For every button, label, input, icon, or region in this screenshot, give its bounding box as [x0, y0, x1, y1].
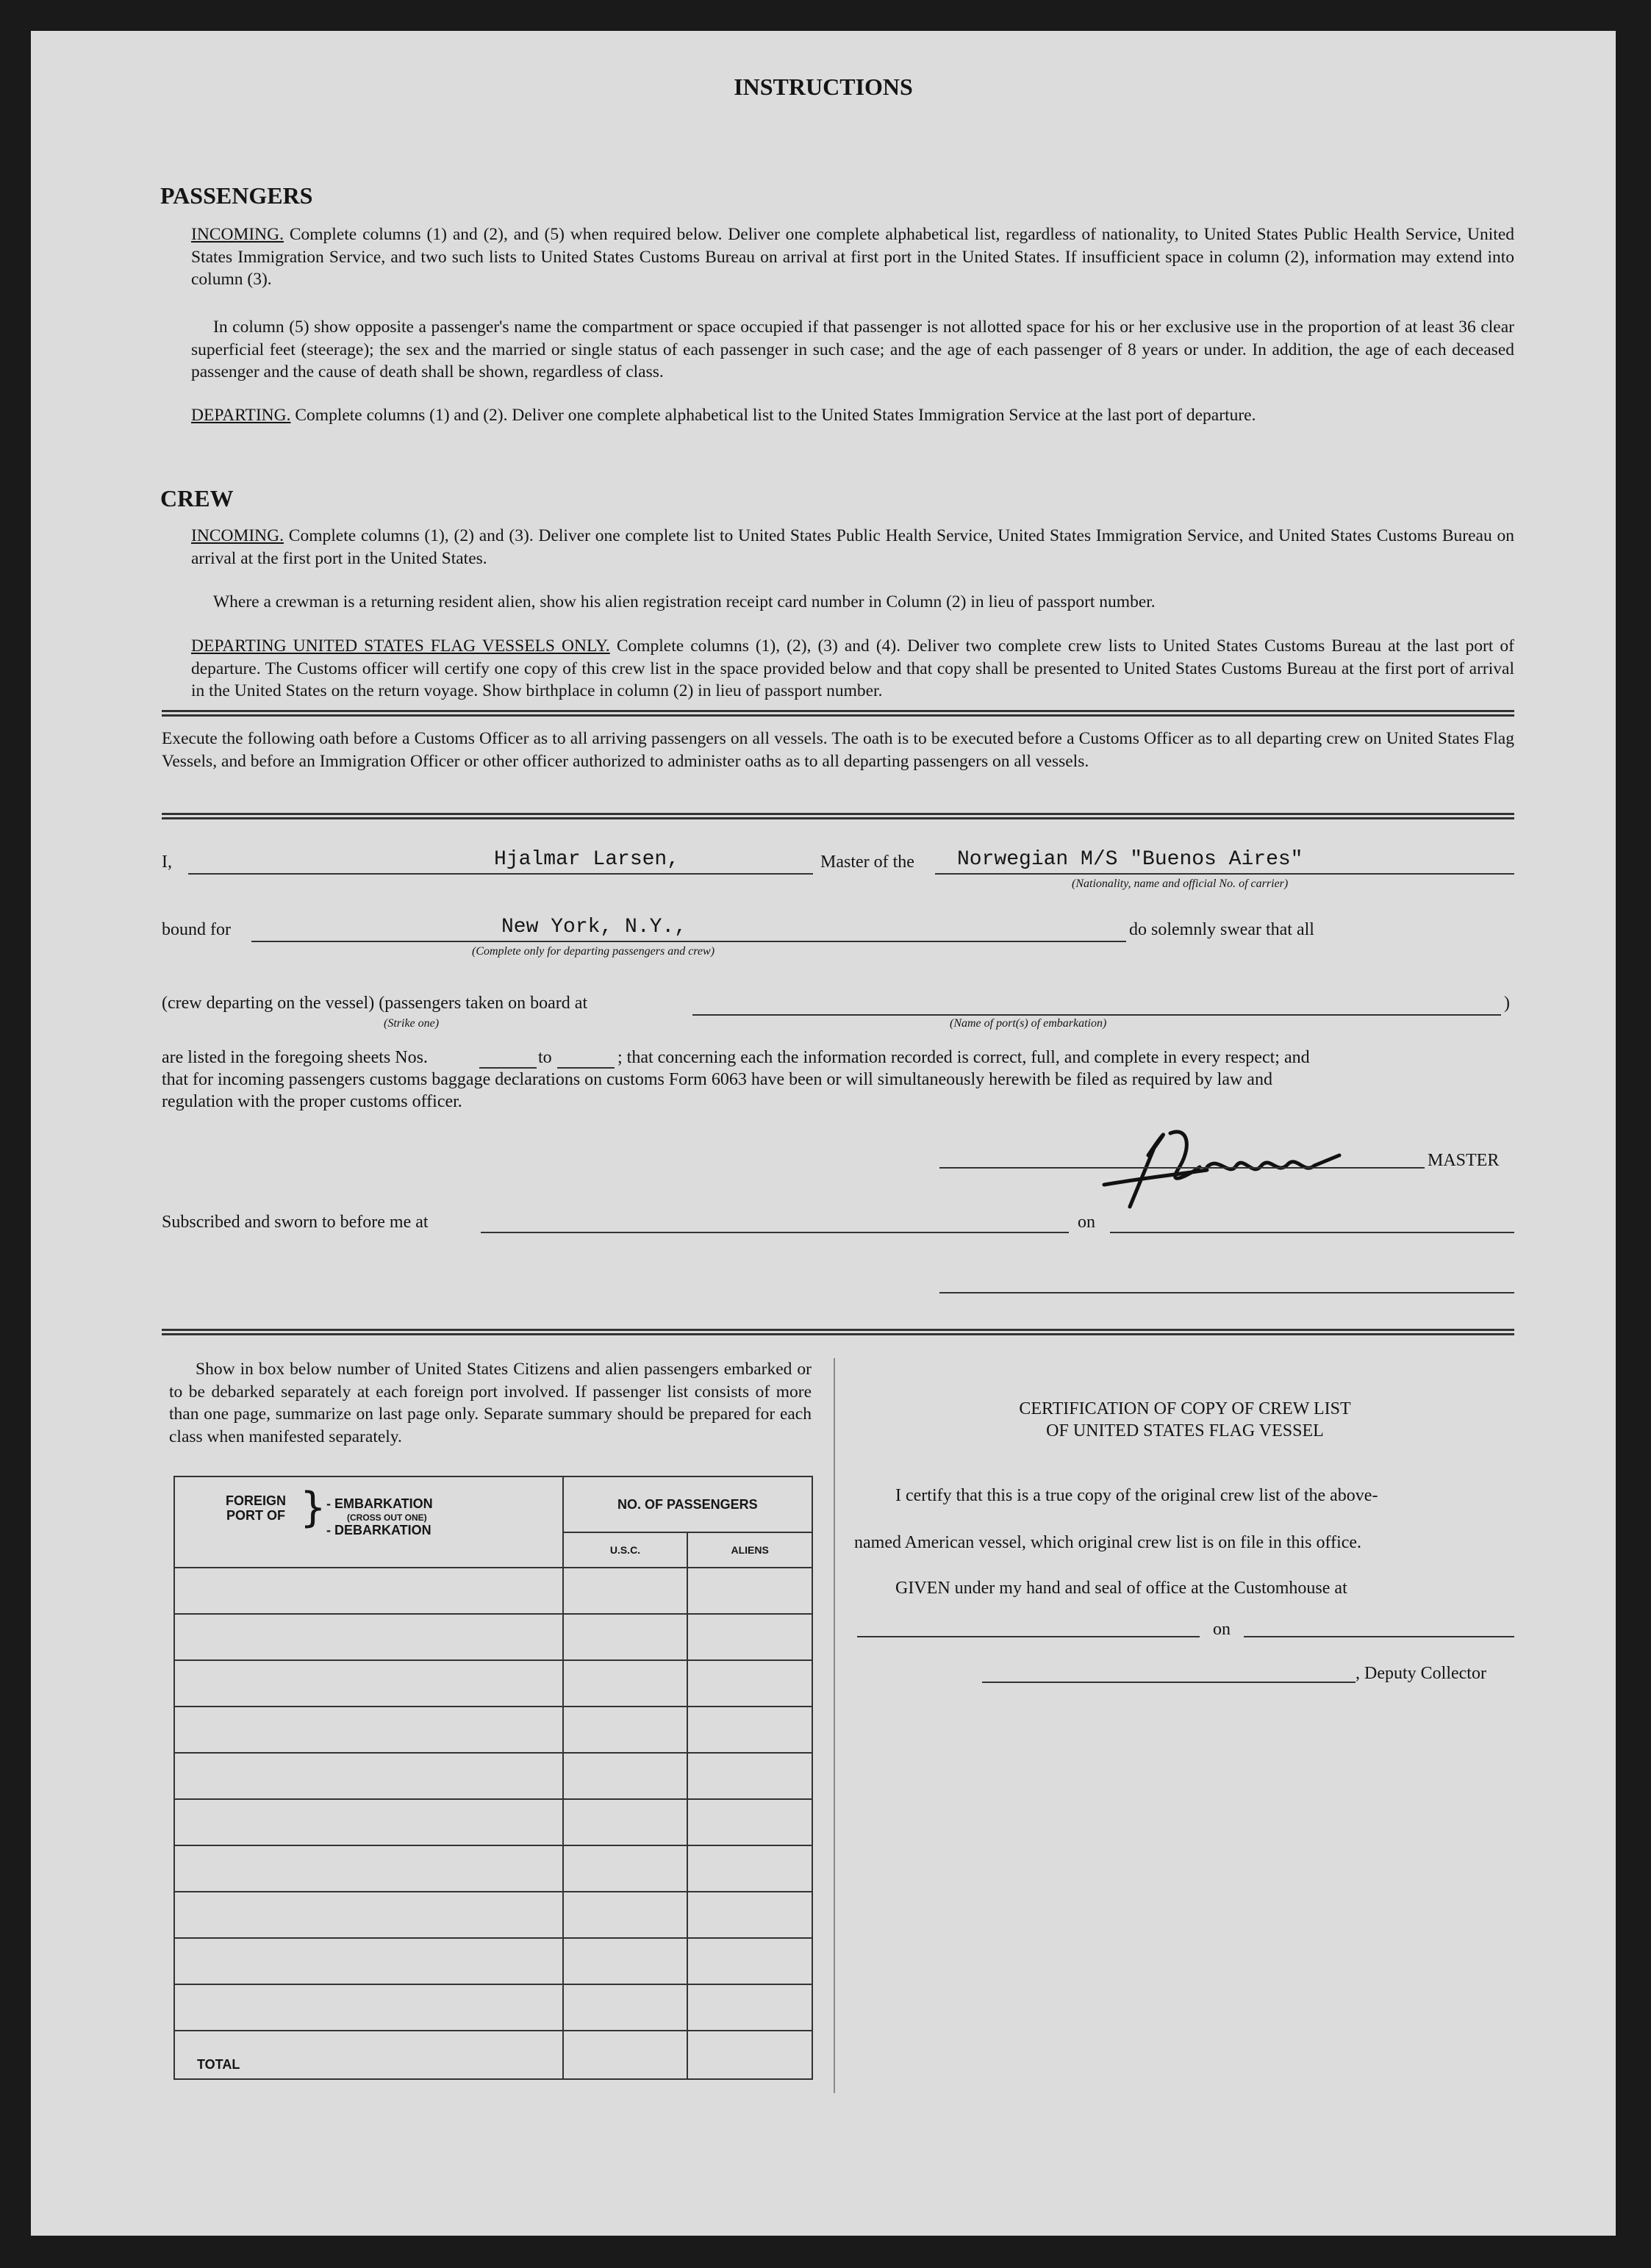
passengers-incoming-text: Complete columns (1) and (2), and (5) when required below. Deliver one complete alphabetical list, regardless of nationality, to United States Public Health Service, United States Immigration Service, and two such lists to United States Customs Bureau on arrival at first port in the United States. If insufficient space in column (2), information may extend into column (3). — [191, 225, 1514, 289]
embarkation-label: - EMBARKATION — [326, 1496, 433, 1511]
destination-line — [251, 941, 1126, 942]
customhouse-line — [857, 1636, 1200, 1637]
crew-departing-label: DEPARTING UNITED STATES FLAG VESSELS ONLY. — [191, 636, 610, 656]
certification-line-2: named American vessel, which original crew list is on file in this office. — [854, 1533, 1362, 1552]
passengers-incoming-label: INCOMING. — [191, 225, 284, 244]
page-title: INSTRUCTIONS — [734, 73, 913, 100]
certification-title-1: CERTIFICATION OF COPY OF CREW LIST — [1019, 1399, 1351, 1418]
foreign-port-of-label: FOREIGN PORT OF — [225, 1493, 286, 1523]
total-row — [174, 2031, 812, 2079]
crew-departing-text: Complete columns (1), (2), (3) and (4). Deliver two complete crew lists to United States Customs Bureau at the last port of departure. The Customs officer will certify one copy of this crew list in the space provided below and that copy shall be presented to United States Customs Bureau at the first port of arrival in the United States on the return voyage. Show birthplace in column (2) in lieu of passport number. — [191, 636, 1514, 700]
listed-to: to — [538, 1048, 552, 1067]
ports-caption: (Name of port(s) of embarkation) — [950, 1017, 1107, 1030]
table-row — [174, 1707, 812, 1753]
crew-alien-paragraph: Where a crewman is a returning resident alien, show his alien registration receipt card number in Column (2) in lieu of passport number. — [213, 592, 1156, 611]
passengers-departing-label: DEPARTING. — [191, 406, 291, 425]
close-paren: ) — [1504, 994, 1510, 1013]
destination-value: New York, N.Y., — [501, 916, 687, 939]
table-row — [174, 1753, 812, 1799]
summary-instructions: Show in box below number of United States Citizens and alien passengers embarked or to be debarked separately at each foreign port involved. If passenger list consists of more than one page, summarize on last page only. Separate summary should be prepared for each class when manifested separately. — [169, 1360, 812, 1446]
vessel-value: Norwegian M/S "Buenos Aires" — [957, 848, 1303, 871]
passengers-incoming-paragraph — [191, 223, 1514, 291]
listed-text-3: that for incoming passengers customs baggage declarations on customs Form 6063 have been or will simultaneously herewith be filed as required by law and — [162, 1070, 1272, 1089]
table-row — [174, 1568, 812, 1614]
table-row — [174, 1892, 812, 1938]
passengers-column5-paragraph: In column (5) show opposite a passenger's name the compartment or space occupied if that passenger is not allotted space for his or her exclusive use in the proportion of at least 36 clear superficial feet (steerage); the sex and the married or single status of each passenger in such case; and the age of each passenger of 8 years or under. In addition, the age of each deceased passenger and the cause of death shall be shown, regardless of class. — [191, 317, 1514, 381]
document-page — [31, 31, 1616, 2236]
subscribed-date-line — [1110, 1232, 1514, 1233]
passenger-summary-table — [173, 1476, 813, 2080]
master-name-value: Hjalmar Larsen, — [494, 848, 680, 871]
column-divider — [834, 1358, 835, 2093]
oath-double-rule — [162, 813, 1514, 819]
summary-double-rule — [162, 1329, 1514, 1335]
sheet-to-line — [557, 1067, 615, 1069]
table-row — [174, 1938, 812, 1984]
crew-incoming-label: INCOMING. — [191, 526, 284, 545]
master-signature-line — [939, 1167, 1425, 1169]
subscribed-on-label: on — [1078, 1213, 1095, 1232]
vessel-line — [935, 873, 1514, 875]
certification-on-label: on — [1213, 1620, 1231, 1639]
crew-incoming-text: Complete columns (1), (2) and (3). Deliver one complete list to United States Public Health Service, United States Immigration Service, and United States Customs Bureau on arrival at the first port in the United States. — [191, 526, 1514, 568]
table-row — [174, 1614, 812, 1660]
table-row — [174, 1845, 812, 1892]
deputy-signature-line — [982, 1682, 1355, 1683]
master-name-line — [188, 873, 813, 875]
oath-i-label: I, — [162, 853, 172, 872]
certification-title-2: OF UNITED STATES FLAG VESSEL — [1046, 1421, 1324, 1440]
total-label: TOTAL — [197, 2057, 240, 2072]
certification-date-line — [1244, 1636, 1514, 1637]
oath-intro-paragraph: Execute the following oath before a Customs Officer as to all arriving passengers on all vessels. The oath is to be executed before a Customs Officer as to all departing crew on United States Flag Vessels, and before an Immigration Officer or other officer authorized to administer oaths as to all departing passengers on all vessels. — [162, 729, 1514, 771]
port-header-cell — [174, 1476, 563, 1568]
sheet-from-line — [479, 1067, 537, 1069]
certification-line-3: GIVEN under my hand and seal of office at the Customhouse at — [895, 1579, 1347, 1598]
brace-icon: } — [300, 1484, 326, 1532]
subscribed-place-line — [481, 1232, 1069, 1233]
destination-caption: (Complete only for departing passengers and crew) — [472, 945, 715, 958]
master-of-label: Master of the — [820, 853, 914, 872]
table-row — [174, 1799, 812, 1845]
crew-departing-paragraph — [191, 635, 1514, 703]
aliens-header: ALIENS — [687, 1532, 812, 1568]
listed-text-4: regulation with the proper customs officer. — [162, 1092, 462, 1111]
officer-signature-line — [939, 1292, 1514, 1293]
debarkation-label: - DEBARKATION — [326, 1523, 431, 1537]
no-of-passengers-header: NO. OF PASSENGERS — [563, 1476, 812, 1532]
listed-text-2: ; that concerning each the information recorded is correct, full, and complete in every respect; and — [617, 1048, 1310, 1067]
bound-for-label: bound for — [162, 920, 231, 939]
table-row — [174, 1660, 812, 1707]
usc-header: U.S.C. — [563, 1532, 688, 1568]
subscribed-label: Subscribed and sworn to before me at — [162, 1213, 429, 1232]
passengers-departing-paragraph — [191, 404, 1514, 427]
section-double-rule — [162, 710, 1514, 717]
crew-heading: CREW — [160, 485, 234, 512]
swear-label: do solemnly swear that all — [1129, 920, 1314, 939]
passengers-departing-text: Complete columns (1) and (2). Deliver one complete alphabetical list to the United States Immigration Service at the last port of departure. — [295, 406, 1256, 425]
crew-incoming-paragraph — [191, 525, 1514, 570]
vessel-caption: (Nationality, name and official No. of carrier) — [1072, 878, 1289, 890]
strike-one-caption: (Strike one) — [384, 1017, 440, 1030]
certification-line-1: I certify that this is a true copy of the original crew list of the above- — [895, 1486, 1378, 1505]
cross-out-one-label: (CROSS OUT ONE) — [347, 1512, 427, 1523]
deputy-collector-label: , Deputy Collector — [1355, 1664, 1486, 1683]
master-signature — [1060, 1104, 1428, 1229]
passengers-heading: PASSENGERS — [160, 182, 313, 209]
listed-text-1: are listed in the foregoing sheets Nos. — [162, 1048, 428, 1067]
crew-departing-strike-label: (crew departing on the vessel) (passengers taken on board at — [162, 994, 588, 1013]
table-row — [174, 1984, 812, 2031]
master-label: MASTER — [1428, 1151, 1500, 1170]
ports-line — [692, 1014, 1501, 1016]
